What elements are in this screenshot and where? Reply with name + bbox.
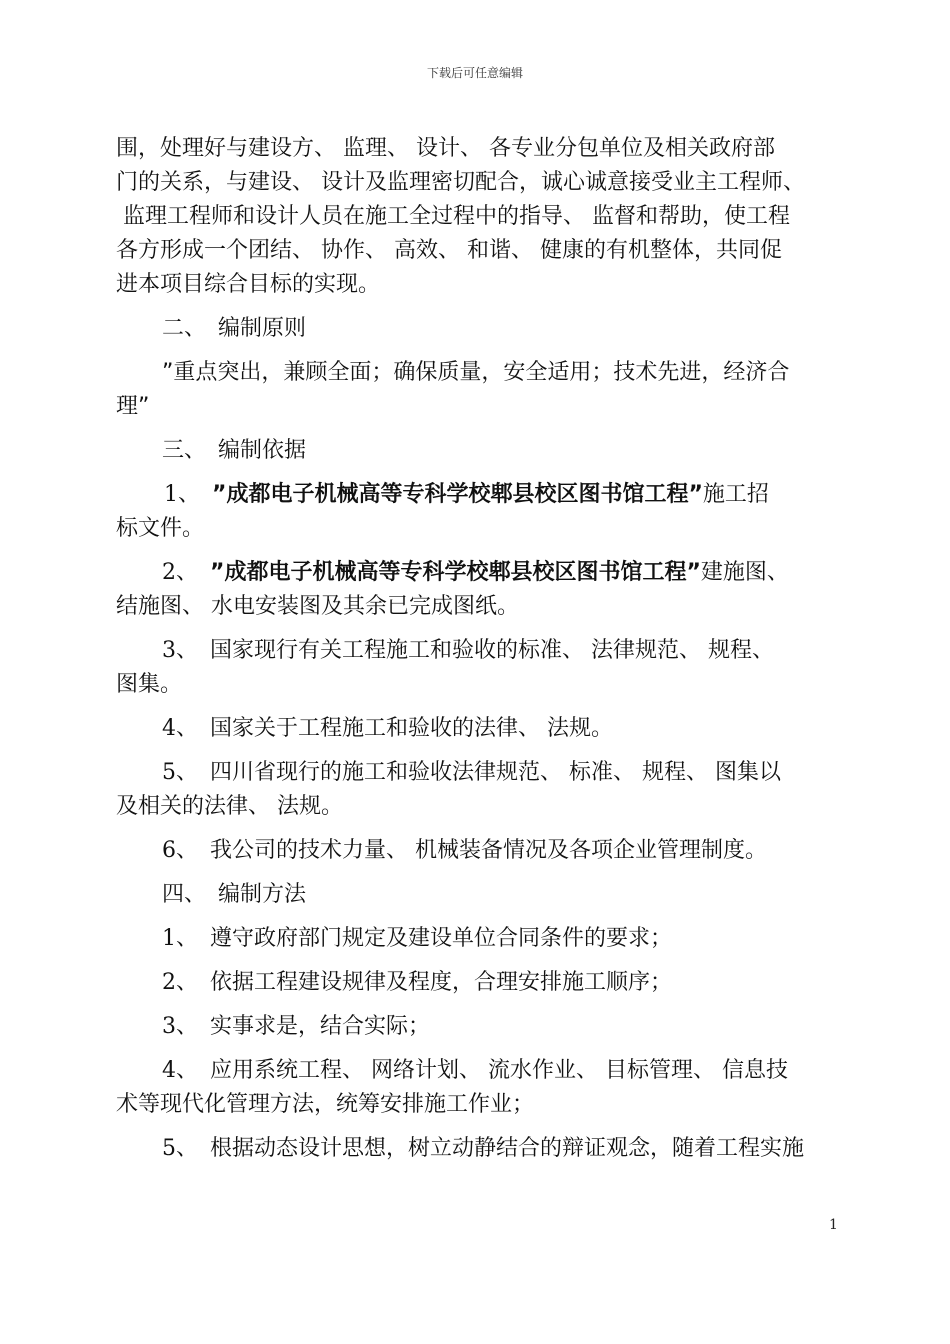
method-item-3 <box>116 1010 841 1044</box>
item-continuation: 图集。 <box>116 672 183 697</box>
text-line: 门的关系，与建设、 设计及监理密切配合，诚心诚意接受业主工程师、 <box>116 170 805 195</box>
item-text: 建施图、 <box>700 560 789 585</box>
item-number: 6、 <box>162 838 198 863</box>
text-line: 进本项目综合目标的实现。 <box>116 272 381 297</box>
document-body <box>116 132 841 1176</box>
item-number: 3、 <box>162 638 198 663</box>
item-text: 施工招 <box>702 482 769 507</box>
project-name: ”成都电子机械高等专科学校郫县校区图书馆工程” <box>210 560 701 585</box>
section-number: 二、 <box>162 316 207 341</box>
basis-item-1 <box>116 478 841 546</box>
section-title: 编制原则 <box>218 316 307 341</box>
basis-item-6 <box>116 834 841 868</box>
item-text: 根据动态设计思想，树立动静结合的辩证观念，随着工程实施 <box>210 1136 805 1161</box>
text-line: 监理工程师和设计人员在施工全过程中的指导、 监督和帮助，使工程 <box>116 204 790 229</box>
method-item-5 <box>116 1132 841 1166</box>
item-text: 四川省现行的施工和验收法律规范、 标准、 规程、 图集以 <box>210 760 781 785</box>
section-title: 编制依据 <box>218 438 307 463</box>
item-text: 国家现行有关工程施工和验收的标准、 法律规范、 规程、 <box>210 638 774 663</box>
section-heading-3 <box>116 434 841 468</box>
text-line: 理” <box>116 394 150 419</box>
item-number: 1、 <box>164 482 200 507</box>
method-item-1 <box>116 922 841 956</box>
basis-item-3 <box>116 634 841 702</box>
section-number: 四、 <box>162 882 207 907</box>
method-item-2 <box>116 966 841 1000</box>
section-heading-4 <box>116 878 841 912</box>
basis-item-4 <box>116 712 841 746</box>
basis-item-2 <box>116 556 841 624</box>
item-text: 实事求是，结合实际； <box>210 1014 431 1039</box>
text-line: ”重点突出，兼顾全面；确保质量，安全适用；技术先进，经济合 <box>162 360 790 385</box>
item-text: 应用系统工程、 网络计划、 流水作业、 目标管理、 信息技 <box>210 1058 788 1083</box>
item-text: 国家关于工程施工和验收的法律、 法规。 <box>210 716 613 741</box>
item-number: 2、 <box>162 560 198 585</box>
text-line: 围，处理好与建设方、 监理、 设计、 各专业分包单位及相关政府部 <box>116 136 775 161</box>
section-title: 编制方法 <box>218 882 307 907</box>
item-text: 我公司的技术力量、 机械装备情况及各项企业管理制度。 <box>210 838 767 863</box>
section-number: 三、 <box>162 438 207 463</box>
project-name: ”成都电子机械高等专科学校郫县校区图书馆工程” <box>212 482 703 507</box>
item-number: 2、 <box>162 970 198 995</box>
text-line: 各方形成一个团结、 协作、 高效、 和谐、 健康的有机整体，共同促 <box>116 238 782 263</box>
item-continuation: 及相关的法律、 法规。 <box>116 794 343 819</box>
item-number: 4、 <box>162 716 198 741</box>
intro-paragraph <box>116 132 841 302</box>
principle-paragraph <box>116 356 841 424</box>
item-continuation: 标文件。 <box>116 516 205 541</box>
method-item-4 <box>116 1054 841 1122</box>
basis-item-5 <box>116 756 841 824</box>
section-heading-2 <box>116 312 841 346</box>
item-continuation: 术等现代化管理方法，统筹安排施工作业； <box>116 1092 535 1117</box>
item-continuation: 结施图、 水电安装图及其余已完成图纸。 <box>116 594 519 619</box>
item-number: 5、 <box>162 760 198 785</box>
item-number: 1、 <box>162 926 198 951</box>
item-text: 依据工程建设规律及程度，合理安排施工顺序； <box>210 970 673 995</box>
item-text: 遵守政府部门规定及建设单位合同条件的要求； <box>210 926 673 951</box>
page-header: 下载后可任意编辑 <box>426 66 523 80</box>
item-number: 4、 <box>162 1058 198 1083</box>
page-number: 1 <box>829 1217 838 1233</box>
item-number: 5、 <box>162 1136 198 1161</box>
item-number: 3、 <box>162 1014 198 1039</box>
